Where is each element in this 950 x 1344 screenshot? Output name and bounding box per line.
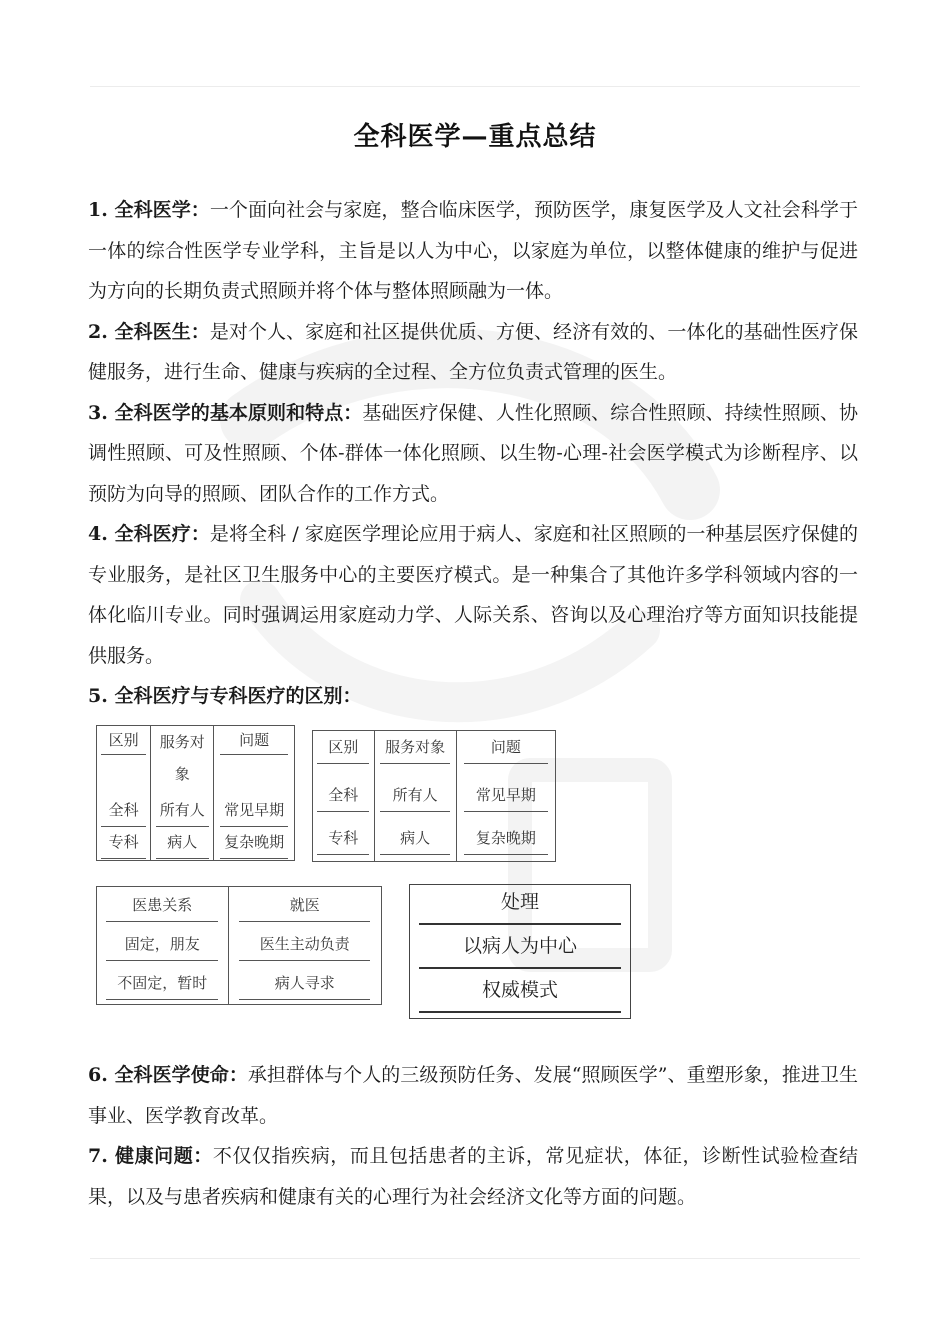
table-cell: 医生主动负责 bbox=[239, 930, 370, 961]
table-cell: 常见早期 bbox=[220, 796, 289, 827]
section-heading: 4. 全科医疗： bbox=[88, 523, 210, 545]
table-cell: 处理 bbox=[419, 887, 621, 925]
table-cell: 常见早期 bbox=[464, 781, 548, 812]
page-title: 全科医学—重点总结 bbox=[353, 122, 597, 152]
section-text: 基础医疗保健、人性化照顾、综合性照顾、持续性照顾、协调性照顾、可及性照顾、个体-群体一体化照顾、以生物-心理-社会医学模式为诊断程序、以预防为向导的照顾、团队合作的工作方式。 bbox=[88, 401, 858, 505]
comparison-table-1 bbox=[96, 725, 295, 861]
table-cell: 专科 bbox=[101, 828, 147, 859]
section-text: 不仅仅指疾病，而且包括患者的主诉，常见症状，体征，诊断性试验检查结果，以及与患者疾病和健康有关的心理行为社会经济文化等方面的问题。 bbox=[88, 1145, 858, 1208]
table-cell: 复杂晚期 bbox=[220, 828, 289, 859]
table-cell: 全科 bbox=[317, 781, 369, 812]
table-header: 服务对象 bbox=[380, 731, 450, 764]
table-cell: 以病人为中心 bbox=[419, 931, 621, 969]
section-1 bbox=[88, 190, 858, 312]
relationship-table bbox=[96, 886, 382, 1005]
section-heading: 6. 全科医学使命： bbox=[88, 1064, 248, 1086]
section-heading: 3. 全科医学的基本原则和特点： bbox=[88, 401, 363, 424]
section-7 bbox=[88, 1136, 858, 1217]
table-cell: 复杂晚期 bbox=[464, 824, 548, 855]
table-cell: 权威模式 bbox=[419, 975, 621, 1013]
section-text: 是将全科 / 家庭医学理论应用于病人、家庭和社区照顾的一种基层医疗保健的专业服务，是社区卫生服务中心的主要医疗模式。是一种集合了其他许多学科领域内容的一体化临川专业。同时强调运用家庭动力学、人际关系、咨询以及心理治疗等方面知识技能提供服务。 bbox=[88, 523, 859, 667]
table-cell: 不固定，暂时 bbox=[106, 969, 218, 1000]
section-3 bbox=[88, 393, 858, 515]
table-header: 区别 bbox=[317, 731, 369, 764]
table-cell: 所有人 bbox=[156, 796, 209, 827]
section-list-after bbox=[88, 1055, 858, 1217]
section-5 bbox=[88, 676, 858, 717]
table-header: 医患关系 bbox=[106, 891, 218, 922]
section-text: 承担群体与个人的三级预防任务、发展“照顾医学”、重塑形象，推进卫生事业、医学教育改革。 bbox=[88, 1064, 858, 1127]
table-cell: 专科 bbox=[317, 824, 369, 855]
table-row bbox=[410, 975, 630, 1019]
section-6 bbox=[88, 1055, 858, 1136]
comparison-table-2 bbox=[312, 730, 556, 862]
table-header: 就医 bbox=[239, 891, 370, 922]
top-rule bbox=[90, 86, 860, 87]
table-cell: 病人寻求 bbox=[239, 969, 370, 1000]
table-cell: 固定，朋友 bbox=[106, 930, 218, 961]
section-text: 一个面向社会与家庭，整合临床医学，预防医学，康复医学及人文社会科学于一体的综合性医学专业学科，主旨是以人为中心，以家庭为单位，以整体健康的维护与促进为方向的长期负责式照顾并将个体与整体照顾融为一体。 bbox=[88, 199, 858, 302]
section-heading: 5. 全科医疗与专科医疗的区别： bbox=[88, 685, 362, 707]
bottom-rule bbox=[90, 1258, 860, 1259]
table-cell: 病人 bbox=[156, 828, 209, 859]
table-row bbox=[410, 931, 630, 975]
table-cell: 病人 bbox=[380, 824, 450, 855]
section-heading: 2. 全科医生： bbox=[88, 320, 210, 343]
treatment-table bbox=[409, 884, 631, 1019]
section-heading: 1. 全科医学： bbox=[88, 199, 210, 221]
section-4 bbox=[88, 514, 858, 676]
table-header: 问题 bbox=[464, 731, 548, 764]
table-header: 区别 bbox=[101, 726, 147, 755]
section-2 bbox=[88, 312, 858, 393]
section-heading: 7. 健康问题： bbox=[88, 1145, 213, 1167]
table-row bbox=[410, 887, 630, 931]
table-cell: 全科 bbox=[101, 796, 147, 827]
table-header: 服务对象 bbox=[159, 733, 205, 783]
section-list bbox=[88, 190, 858, 717]
table-header: 问题 bbox=[220, 726, 289, 755]
table-cell: 所有人 bbox=[380, 781, 450, 812]
section-text: 是对个人、家庭和社区提供优质、方便、经济有效的、一体化的基础性医疗保健服务，进行生命、健康与疾病的全过程、全方位负责式管理的医生。 bbox=[88, 320, 858, 383]
